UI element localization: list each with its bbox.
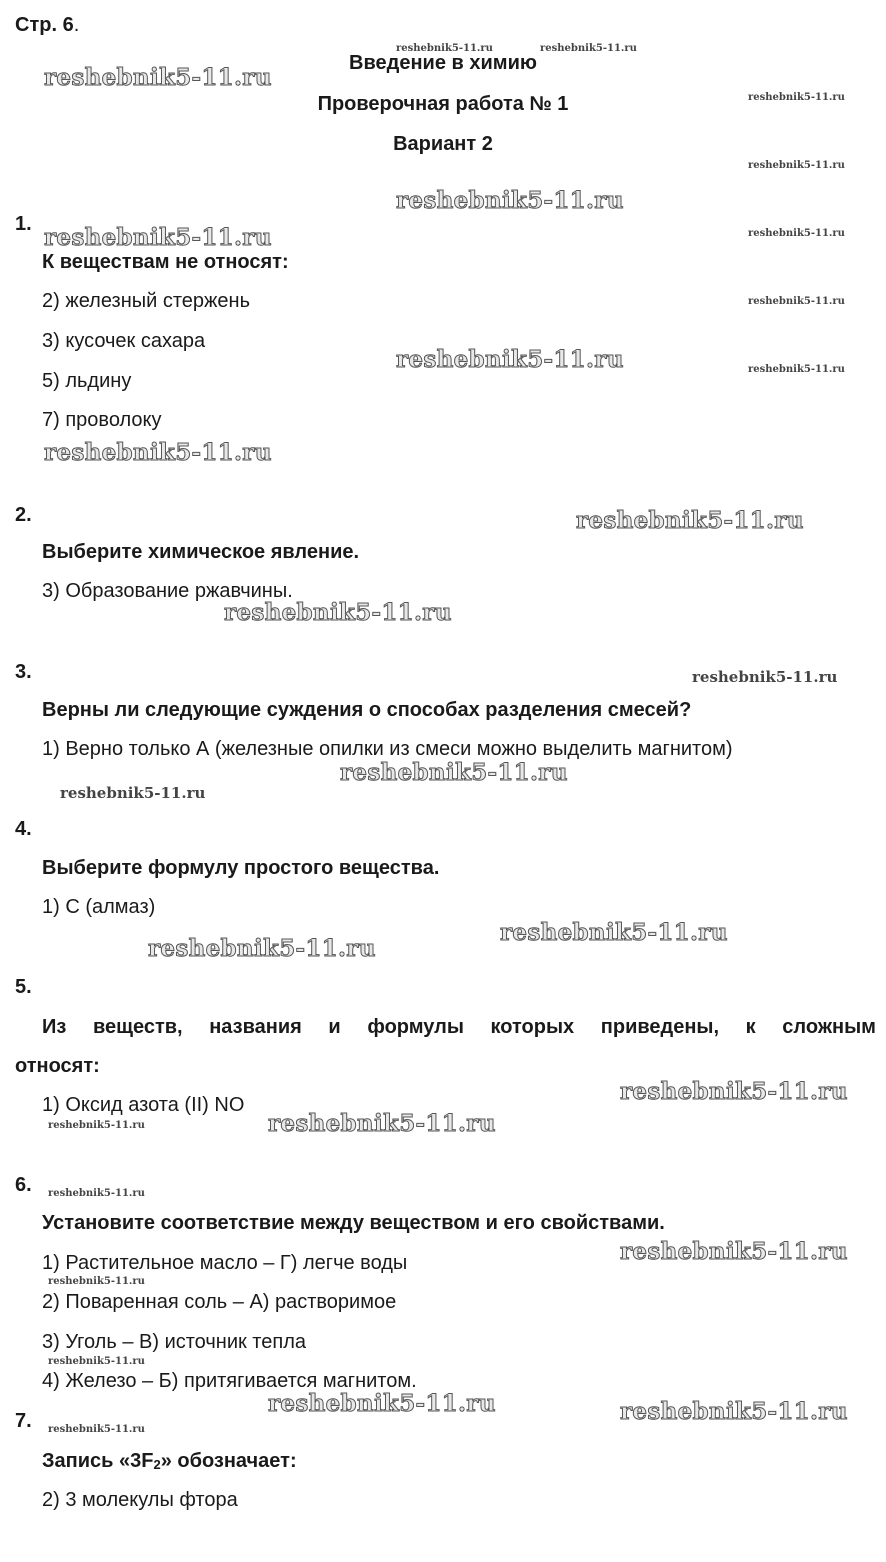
question-number: 7.	[15, 1410, 32, 1432]
question-text-continued: относят:	[15, 1055, 100, 1077]
watermark: reshebnik5-11.ru	[748, 92, 845, 103]
answer-item: 2) железный стержень	[42, 290, 250, 312]
page-title: Введение в химию	[349, 52, 537, 74]
answer-item: 4) Железо – Б) притягивается магнитом.	[42, 1370, 417, 1392]
answer-item: 7) проволоку	[42, 409, 162, 431]
watermark: reshebnik5-11.ru	[620, 1238, 848, 1265]
question-number: 2.	[15, 504, 32, 526]
question-number: 4.	[15, 818, 32, 840]
answer-item: 3) Образование ржавчины.	[42, 580, 293, 602]
watermark: reshebnik5-11.ru	[620, 1078, 848, 1105]
question-text: Выберите формулу простого вещества.	[42, 857, 440, 879]
answer-item: 5) льдину	[42, 370, 132, 392]
watermark: reshebnik5-11.ru	[540, 43, 637, 54]
question-number: 1.	[15, 213, 32, 235]
watermark: reshebnik5-11.ru	[268, 1390, 496, 1417]
answer-item: 2) Поваренная соль – А) растворимое	[42, 1291, 397, 1313]
watermark: reshebnik5-11.ru	[48, 1188, 145, 1199]
watermark: reshebnik5-11.ru	[148, 935, 376, 962]
question-text: Из веществ, названия и формулы которых приведены, к сложным	[42, 1016, 876, 1038]
watermark: reshebnik5-11.ru	[340, 759, 568, 786]
watermark: reshebnik5-11.ru	[48, 1120, 145, 1131]
page-subtitle: Проверочная работа № 1	[317, 93, 569, 115]
watermark: reshebnik5-11.ru	[396, 187, 624, 214]
watermark: reshebnik5-11.ru	[48, 1424, 145, 1435]
watermark: reshebnik5-11.ru	[44, 64, 272, 91]
watermark: reshebnik5-11.ru	[44, 224, 272, 251]
watermark: reshebnik5-11.ru	[224, 599, 452, 626]
variant-label: Вариант 2	[393, 133, 493, 155]
watermark: reshebnik5-11.ru	[48, 1356, 145, 1367]
answer-item: 2) 3 молекулы фтора	[42, 1489, 238, 1511]
question-text: Верны ли следующие суждения о способах разделения смесей?	[42, 699, 692, 721]
watermark: reshebnik5-11.ru	[748, 364, 845, 375]
watermark: reshebnik5-11.ru	[748, 296, 845, 307]
watermark: reshebnik5-11.ru	[748, 228, 845, 239]
question-number: 6.	[15, 1174, 32, 1196]
question-text: К веществам не относят:	[42, 251, 289, 273]
answer-item: 3) кусочек сахара	[42, 330, 206, 352]
watermark: reshebnik5-11.ru	[748, 160, 845, 171]
answer-item: 1) Оксид азота (II) NO	[42, 1094, 245, 1116]
answer-item: 1) Растительное масло – Г) легче воды	[42, 1252, 408, 1274]
watermark: reshebnik5-11.ru	[60, 784, 206, 802]
question-text: Установите соответствие между веществом и его свойствами.	[42, 1212, 665, 1234]
watermark: reshebnik5-11.ru	[396, 346, 624, 373]
watermark: reshebnik5-11.ru	[500, 919, 728, 946]
watermark: reshebnik5-11.ru	[44, 439, 272, 466]
page-label: Стр. 6.	[15, 14, 80, 36]
watermark: reshebnik5-11.ru	[576, 507, 804, 534]
watermark: reshebnik5-11.ru	[620, 1398, 848, 1425]
watermark: reshebnik5-11.ru	[692, 668, 838, 686]
question-number: 5.	[15, 976, 32, 998]
question-text: Выберите химическое явление.	[42, 541, 360, 563]
question-number: 3.	[15, 661, 32, 683]
watermark: reshebnik5-11.ru	[396, 43, 493, 54]
watermark: reshebnik5-11.ru	[48, 1276, 145, 1287]
watermark: reshebnik5-11.ru	[268, 1110, 496, 1137]
answer-item: 3) Уголь – В) источник тепла	[42, 1331, 306, 1353]
answer-item: 1) Верно только А (железные опилки из смеси можно выделить магнитом)	[42, 738, 733, 760]
question-text: Запись «$3F_2$» обозначает:	[42, 1450, 297, 1472]
answer-item: 1) С (алмаз)	[42, 896, 156, 918]
